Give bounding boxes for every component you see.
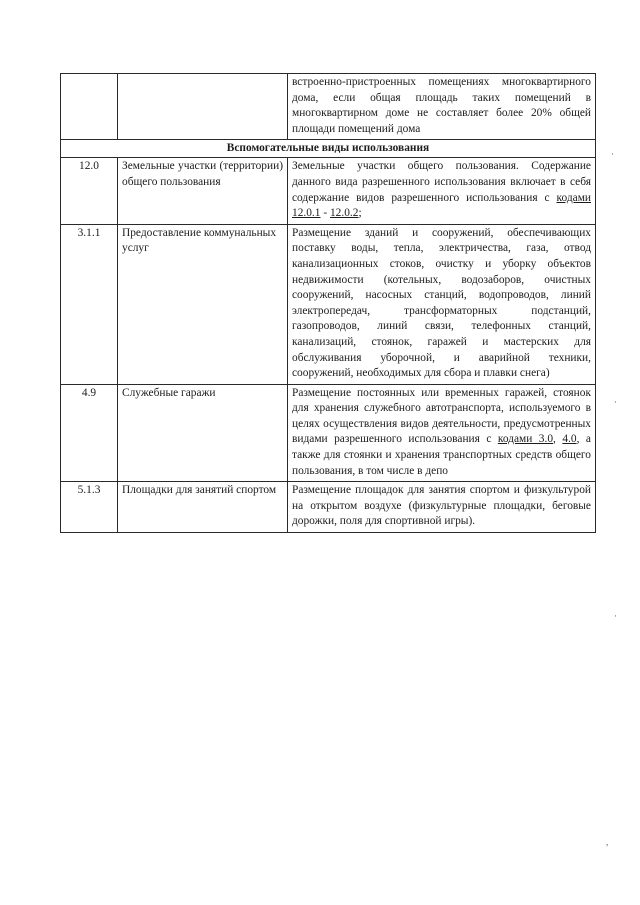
table-cell-description <box>288 158 596 224</box>
code-link[interactable]: кодами 12.0.1 <box>292 191 591 220</box>
table-cell-code: 5.1.3 <box>61 482 118 533</box>
table-cell-name: Земельные участки (территории) общего пользования <box>118 158 288 224</box>
table-cell-description <box>288 384 596 482</box>
section-header-row <box>61 140 596 158</box>
table-cell-code: 3.1.1 <box>61 224 118 384</box>
scan-speck: · <box>611 149 614 159</box>
table-cell-name <box>118 74 288 140</box>
land-use-table <box>60 73 596 533</box>
description-text: - <box>320 207 330 220</box>
table-cell-name: Предоставление коммунальных услуг <box>118 224 288 384</box>
scan-speck: · <box>614 397 617 407</box>
table-cell-code <box>61 74 118 140</box>
table-row <box>61 224 596 384</box>
table-cell-code: 12.0 <box>61 158 118 224</box>
table-row <box>61 158 596 224</box>
scan-speck: · <box>614 611 617 621</box>
description-text: ; <box>358 207 362 220</box>
scan-speck: , <box>606 837 609 847</box>
table-row <box>61 384 596 482</box>
table-row <box>61 482 596 533</box>
table-cell-description: Размещение зданий и сооружений, обеспечивающих поставку воды, тепла, электричества, газа, отвод канализационных стоков, очистку и уборку объектов недвижимости (котельных, водозаборов, очистных сооружений, насосных станций, водопроводов, линий электропередач, трансформаторных подстанций, газопроводов, линий связи, телефонных станций, канализаций, стоянок, гаражей и мастерских для обслуживания уборочной, и аварийной техники, сооружений, необходимых для сбора и плавки снега) <box>288 224 596 384</box>
code-link[interactable]: 12.0.2 <box>329 207 359 220</box>
description-text: Размещение постоянных или временных гаражей, стоянок для хранения служебного автотранспорта, используемого в целях осуществления видов деятельности, предусмотренных видами разрешенного использования с <box>292 386 591 446</box>
table-cell-code: 4.9 <box>61 384 118 482</box>
table-cell-name: Служебные гаражи <box>118 384 288 482</box>
table-cell-description: Размещение площадок для занятия спортом и физкультурой на открытом воздухе (физкультурные площадки, беговые дорожки, поля для спортивной игры). <box>288 482 596 533</box>
section-header: Вспомогательные виды использования <box>61 140 596 158</box>
code-link[interactable]: кодами 3.0 <box>497 433 554 446</box>
description-text: Земельные участки общего пользования. Содержание данного вида разрешенного использования включает в себя содержание видов разрешенного использования с <box>292 160 591 204</box>
code-link[interactable]: 4.0 <box>562 433 577 446</box>
table-cell-name: Площадки для занятий спортом <box>118 482 288 533</box>
description-text: , <box>553 433 563 446</box>
description-text: , а также для стоянки и хранения транспортных средств общего пользования, в том числе в депо <box>292 433 591 477</box>
table-cell-description: встроенно-пристроенных помещениях многоквартирного дома, если общая площадь таких помещений в многоквартирном доме не составляет более 20% общей площади помещений дома <box>288 74 596 140</box>
table-row <box>61 74 596 140</box>
